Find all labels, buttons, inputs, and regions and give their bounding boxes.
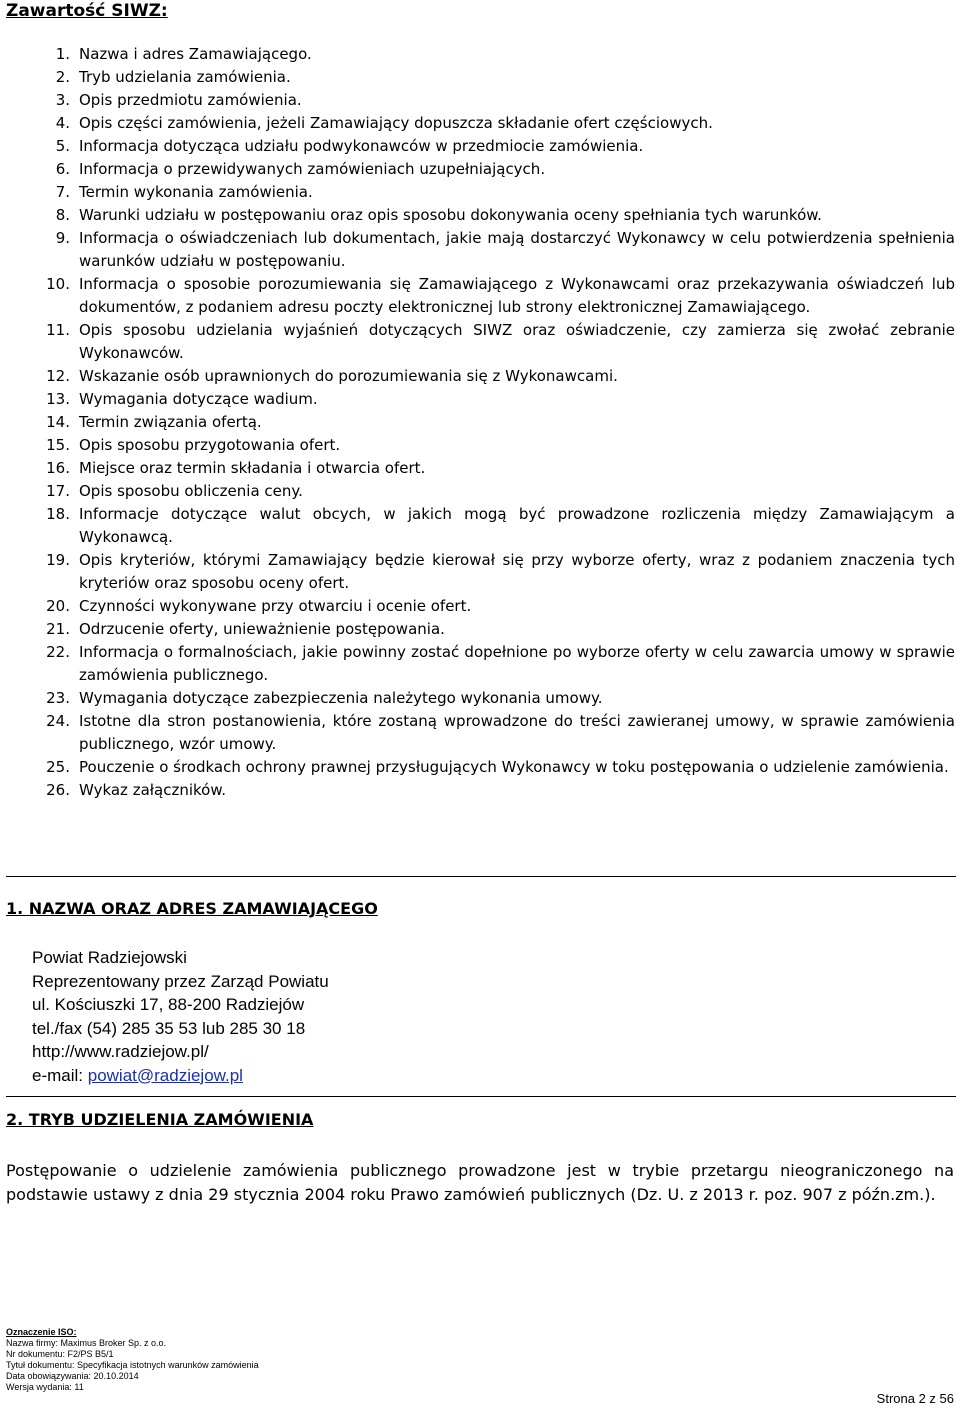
footer-line: Wersja wydania: 11 [6, 1382, 84, 1392]
address-line: Powiat Radziejowski [32, 948, 187, 967]
list-item [30, 319, 955, 365]
email-link[interactable]: powiat@radziejow.pl [87, 1065, 243, 1085]
address-line: Reprezentowany przez Zarząd Powiatu [32, 971, 329, 991]
item-number: 19. [46, 551, 70, 569]
list-item [30, 411, 955, 434]
item-number: 3. [55, 91, 70, 109]
list-item [30, 480, 955, 503]
item-text: Nazwa i adres Zamawiającego. [79, 45, 312, 63]
item-text: Wykaz załączników. [79, 781, 227, 799]
item-number: 4. [55, 114, 70, 132]
item-text: Termin wykonania zamówienia. [79, 183, 313, 201]
section-heading-2: 2. TRYB UDZIELENIA ZAMÓWIENIA [6, 1110, 314, 1129]
website-line: http://www.radziejow.pl/ [32, 1042, 209, 1061]
list-item [30, 227, 955, 273]
item-text: Opis przedmiotu zamówienia. [79, 91, 302, 109]
item-text: Termin związania ofertą. [79, 413, 262, 431]
list-item [30, 595, 955, 618]
item-text: Informacja o sposobie porozumiewania się Zamawiającego z Wykonawcami oraz przekazywania oświadczeń lub dokumentów, z podaniem adresu poczty elektronicznej lub strony elektronicznej Zamawiającego. [79, 275, 955, 316]
item-text: Opis sposobu obliczenia ceny. [79, 482, 303, 500]
item-number: 18. [46, 505, 70, 523]
list-item [30, 388, 955, 411]
item-number: 9. [55, 229, 70, 247]
item-text: Warunki udziału w postępowaniu oraz opis sposobu dokonywania oceny spełniania tych warunków. [79, 206, 822, 224]
iso-label: Oznaczenie ISO: [6, 1327, 77, 1337]
item-text: Informacja o formalnościach, jakie powinny zostać dopełnione po wyborze oferty w celu zawarcia umowy w sprawie zamówienia publicznego. [79, 643, 955, 684]
footer-line: Nr dokumentu: F2/PS B5/1 [6, 1349, 114, 1359]
list-item [30, 457, 955, 480]
item-number: 15. [46, 436, 70, 454]
list-item [30, 365, 955, 388]
list-item [30, 687, 955, 710]
contracting-authority-address [32, 946, 329, 1087]
item-text: Wskazanie osób uprawnionych do porozumiewania się z Wykonawcami. [79, 367, 618, 385]
item-text: Wymagania dotyczące zabezpieczenia należytego wykonania umowy. [79, 689, 603, 707]
item-text: Opis sposobu udzielania wyjaśnień dotyczących SIWZ oraz oświadczenie, czy zamierza się zwołać zebranie Wykonawców. [79, 321, 955, 362]
item-number: 5. [55, 137, 70, 155]
list-item [30, 43, 955, 66]
list-item [30, 434, 955, 457]
item-text: Miejsce oraz termin składania i otwarcia ofert. [79, 459, 426, 477]
email-label: e-mail: [32, 1065, 88, 1085]
item-text: Informacja dotycząca udziału podwykonawców w przedmiocie zamówienia. [79, 137, 644, 155]
list-item [30, 89, 955, 112]
item-text: Informacje dotyczące walut obcych, w jakich mogą być prowadzone rozliczenia między Zamawiającym a Wykonawcą. [79, 505, 955, 546]
item-number: 23. [46, 689, 70, 707]
item-number: 25. [46, 758, 70, 776]
list-item [30, 618, 955, 641]
list-item [30, 66, 955, 89]
procedure-paragraph: Postępowanie o udzielenie zamówienia publicznego prowadzone jest w trybie przetargu nieograniczonego na podstawie ustawy z dnia 29 stycznia 2004 roku Prawo zamówień publicznych (Dz. U. z 2013 r. poz. 907 z późn.zm.). [6, 1161, 954, 1204]
section-divider [6, 1096, 956, 1097]
list-item [30, 710, 955, 756]
page-number: Strona 2 z 56 [876, 1391, 954, 1406]
item-number: 10. [46, 275, 70, 293]
list-item [30, 112, 955, 135]
item-number: 8. [55, 206, 70, 224]
list-item [30, 779, 955, 802]
item-text: Czynności wykonywane przy otwarciu i ocenie ofert. [79, 597, 472, 615]
list-item [30, 273, 955, 319]
item-number: 12. [46, 367, 70, 385]
item-text: Odrzucenie oferty, unieważnienie postępowania. [79, 620, 445, 638]
item-text: Opis kryteriów, którymi Zamawiający będzie kierował się przy wyborze oferty, wraz z podaniem znaczenia tych kryteriów oraz sposobu oceny ofert. [79, 551, 955, 592]
list-item [30, 503, 955, 549]
list-item [30, 204, 955, 227]
section-divider [6, 876, 956, 877]
item-text: Opis części zamówienia, jeżeli Zamawiający dopuszcza składanie ofert częściowych. [79, 114, 713, 132]
item-number: 13. [46, 390, 70, 408]
list-item [30, 549, 955, 595]
footer-line: Nazwa firmy: Maximus Broker Sp. z o.o. [6, 1338, 167, 1348]
item-text: Informacja o przewidywanych zamówieniach uzupełniających. [79, 160, 546, 178]
item-text: Pouczenie o środkach ochrony prawnej przysługujących Wykonawcy w toku postępowania o udzielenie zamówienia. [79, 758, 949, 776]
contents-list [30, 43, 955, 802]
item-text: Informacja o oświadczeniach lub dokumentach, jakie mają dostarczyć Wykonawcy w celu potwierdzenia spełnienia warunków udziału w postępowaniu. [79, 229, 955, 270]
item-number: 7. [55, 183, 70, 201]
item-number: 17. [46, 482, 70, 500]
item-text: Opis sposobu przygotowania ofert. [79, 436, 341, 454]
list-item [30, 756, 955, 779]
document-title: Zawartość SIWZ: [6, 1, 168, 21]
list-item [30, 181, 955, 204]
section-heading-1: 1. NAZWA ORAZ ADRES ZAMAWIAJĄCEGO [6, 899, 378, 918]
email-line [32, 1064, 329, 1088]
list-item [30, 135, 955, 158]
item-number: 21. [46, 620, 70, 638]
item-number: 14. [46, 413, 70, 431]
address-line: tel./fax (54) 285 35 53 lub 285 30 18 [32, 1018, 306, 1038]
item-text: Istotne dla stron postanowienia, które zostaną wprowadzone do treści zawieranej umowy, w sprawie zamówienia publicznego, wzór umowy. [79, 712, 955, 753]
item-number: 16. [46, 459, 70, 477]
item-text: Tryb udzielania zamówienia. [79, 68, 291, 86]
footer-line: Tytuł dokumentu: Specyfikacja istotnych warunków zamówienia [6, 1360, 259, 1370]
item-number: 26. [46, 781, 70, 799]
item-text: Wymagania dotyczące wadium. [79, 390, 318, 408]
item-number: 1. [55, 45, 70, 63]
list-item [30, 158, 955, 181]
item-number: 11. [46, 321, 70, 339]
item-number: 2. [55, 68, 70, 86]
footer-line: Data obowiązywania: 20.10.2014 [6, 1371, 139, 1381]
item-number: 6. [55, 160, 70, 178]
item-number: 24. [46, 712, 70, 730]
item-number: 22. [46, 643, 70, 661]
item-number: 20. [46, 597, 70, 615]
document-footer [6, 1327, 259, 1393]
address-line: ul. Kościuszki 17, 88-200 Radziejów [32, 995, 305, 1014]
list-item [30, 641, 955, 687]
